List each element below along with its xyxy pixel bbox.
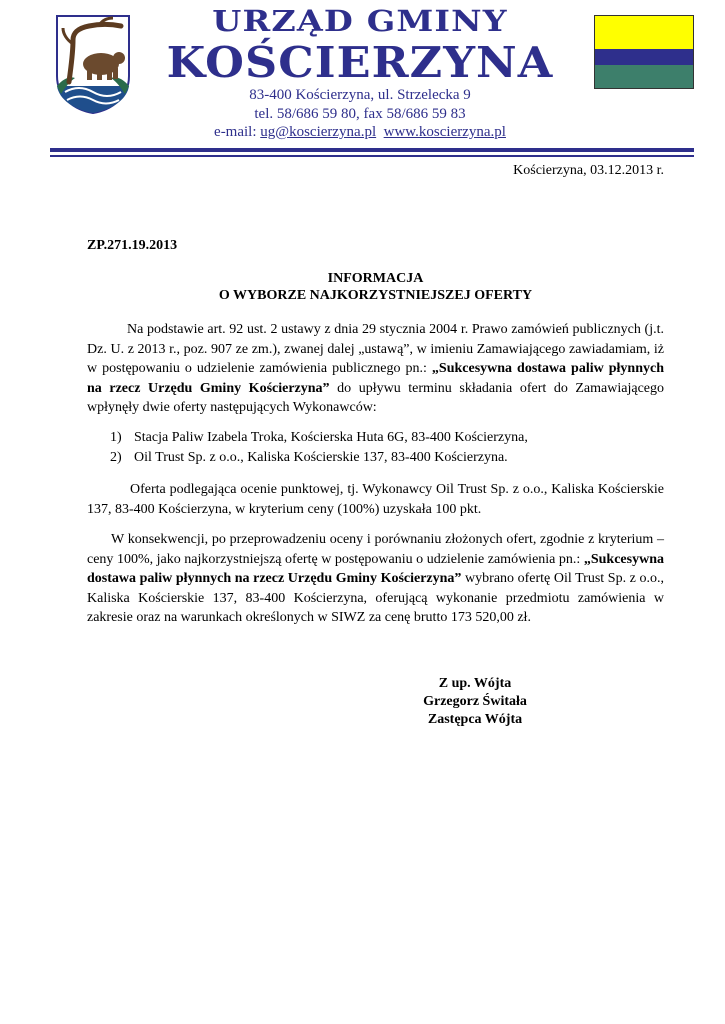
municipality-title: KOŚCIERZYNA: [166, 38, 554, 87]
heading-line-1: INFORMACJA: [327, 271, 424, 286]
paragraph-decision: [87, 530, 664, 628]
signature-line-1: Z up. Wójta: [438, 676, 512, 691]
p3-text-a: W konsekwencji, po przeprowadzeniu oceny i porównaniu złożonych ofert, zgodnie z kryterium – ceny 100%, jako najkorzystniejszą ofertę w postępowaniu o udzielenie zamówienia pn.:: [87, 532, 664, 567]
reference-number: ZP.271.19.2013: [87, 238, 178, 253]
bidders-list: [110, 428, 528, 467]
header-rule-thick: [50, 148, 694, 152]
p3-text-b: wybrano ofertę Oil Trust Sp. z o.o., Kaliska Kościerskie 137, 83-400 Kościerzyna, oferującą wykonanie przedmiotu zamówienia w zakresie oraz na warunkach określonych w SIWZ za cenę brutto 173 520,00 zł.: [87, 571, 664, 625]
list-item-text: Oil Trust Sp. z o.o., Kaliska Kościerskie 137, 83-400 Kościerzyna.: [134, 449, 508, 465]
paragraph-intro: [87, 320, 664, 418]
list-item-number: 1): [110, 430, 122, 445]
p1-text-a: Na podstawie art. 92 ust. 2 ustawy z dnia 29 stycznia 2004 r. Prawo zamówień publicznych (j.t. Dz. U. z 2013 r., poz. 907 ze zm.), zwanej dalej „ustawą”, w imieniu Zamawiającego zawiadamiam, iż w postępowaniu o udzielenie zamówienia publicznego pn.:: [87, 322, 664, 376]
header-rule-thin: [50, 155, 694, 157]
address-line: 83-400 Kościerzyna, ul. Strzelecka 9: [249, 87, 471, 103]
phone-line: tel. 58/686 59 80, fax 58/686 59 83: [254, 106, 466, 122]
list-item-text: Stacja Paliw Izabela Troka, Kościerska Huta 6G, 83-400 Kościerzyna,: [134, 430, 528, 445]
list-item: [110, 448, 528, 468]
signature-block: [400, 675, 550, 729]
p1-tender-name: „Sukcesywna dostawa paliw płynnych na rzecz Urzędu Gminy Kościerzyna”: [87, 361, 664, 396]
letter-date: Kościerzyna, 03.12.2013 r.: [513, 163, 664, 178]
website-link[interactable]: www.koscierzyna.pl: [383, 124, 506, 140]
signature-title: Zastępca Wójta: [427, 712, 523, 727]
paragraph-scoring: Oferta podlegająca ocenie punktowej, tj. Wykonawcy Oil Trust Sp. z o.o., Kaliska Kościerskie 137, 83-400 Kościerzyna, w kryterium ceny (100%) uzyskała 100 pkt.: [87, 482, 664, 517]
email-link[interactable]: ug@koscierzyna.pl: [260, 124, 377, 140]
municipal-flag: [594, 15, 694, 89]
letter-heading: [87, 270, 664, 304]
office-title: URZĄD GMINY: [212, 4, 508, 38]
list-item: [110, 428, 528, 448]
list-item-number: 2): [110, 449, 122, 465]
signature-name: Grzegorz Świtała: [423, 694, 527, 709]
p3-tender-name: „Sukcesywna dostawa paliw płynnych na rzecz Urzędu Gminy Kościerzyna”: [87, 551, 664, 586]
heading-line-2: O WYBORZE NAJKORZYSTNIEJSZEJ OFERTY: [218, 288, 533, 303]
p1-text-b: do upływu terminu składania ofert do Zamawiającego wpłynęły dwie oferty następujących Wykonawców:: [87, 380, 664, 415]
email-label: e-mail:: [214, 124, 261, 140]
contact-line: [150, 124, 570, 141]
